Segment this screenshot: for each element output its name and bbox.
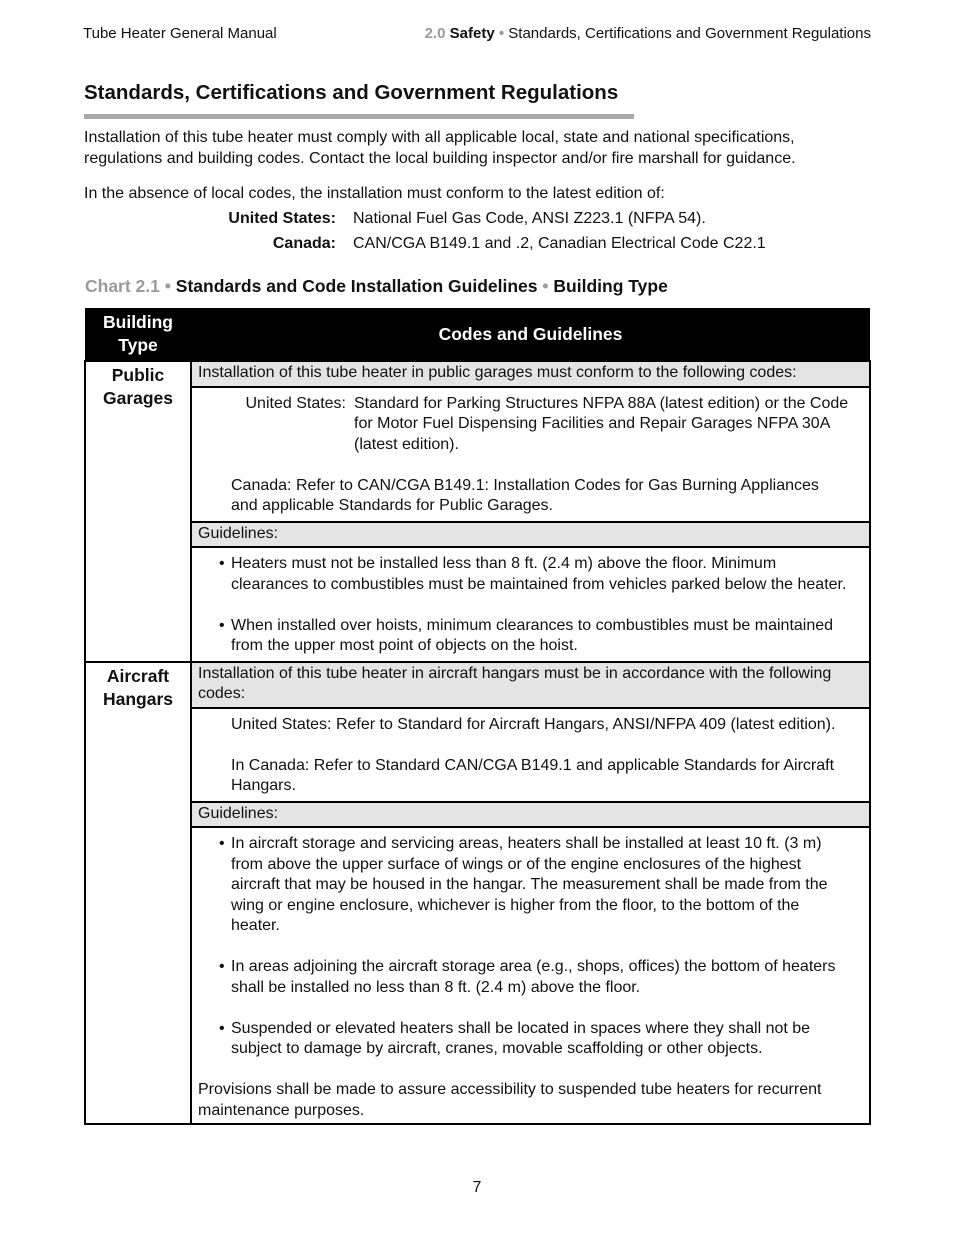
canada-code: Canada: Refer to CAN/CGA B149.1: Installation Codes for Gas Burning Appliances and applicable Standards for Public Garages.: [231, 476, 819, 514]
guideline-item: [219, 957, 849, 998]
regulation-value: CAN/CGA B149.1 and .2, Canadian Electrical Code C22.1: [353, 235, 766, 252]
bullet-icon: •: [219, 958, 225, 975]
header-separator: •: [498, 25, 505, 42]
running-header-right: [425, 25, 871, 42]
us-text: Standard for Parking Structures NFPA 88A (latest edition) or the Code for Motor Fuel Dispensing Facilities and Repair Garages NFPA 30A (latest edition).: [354, 394, 849, 453]
absence-paragraph: In the absence of local codes, the installation must conform to the latest edition of:: [84, 185, 665, 202]
bullet-icon: •: [219, 555, 225, 572]
guideline-item: [219, 1019, 849, 1060]
us-code: United States: Refer to Standard for Aircraft Hangars, ANSI/NFPA 409 (latest edition).: [231, 715, 836, 733]
guidelines-label: Guidelines:: [192, 803, 869, 829]
table-row: [85, 662, 870, 1125]
guideline-text: Heaters must not be installed less than 8 ft. (2.4 m) above the floor. Minimum clearances to combustibles must be maintained from vehicles parked below the heater.: [231, 555, 847, 593]
page-number: 7: [472, 1179, 482, 1196]
guidelines-block: [192, 828, 869, 1080]
chart-subtitle: Building Type: [553, 276, 668, 296]
guideline-item: [219, 834, 849, 937]
regulation-label: United States:: [228, 210, 336, 227]
bullet-icon: •: [219, 835, 225, 852]
table-header-row: [85, 308, 870, 361]
guideline-text: In aircraft storage and servicing areas, heaters shall be installed at least 10 ft. (3 m) from above the upper surface of wings or of the engine enclosures of the highest aircraft that may be housed in the hangar. The measurement shall be made from the wing or engine enclosure, whichever is higher from the floor, to the bottom of the heater.: [231, 835, 828, 934]
regulation-label: Canada:: [272, 235, 336, 252]
guideline-item: [219, 616, 849, 657]
guideline-text: Suspended or elevated heaters shall be located in spaces where they shall not be subject to damage by aircraft, cranes, movable scaffolding or other objects.: [231, 1019, 811, 1057]
guidelines-block: [192, 548, 869, 661]
section-number: 2.0: [424, 25, 446, 42]
title-underline: [84, 114, 634, 119]
table-row: [85, 361, 870, 662]
us-code: [231, 394, 849, 456]
caption-separator: •: [542, 276, 549, 296]
chart-number: Chart 2.1: [85, 276, 160, 296]
section-name: Safety: [449, 25, 495, 42]
intro-paragraph: Installation of this tube heater must comply with all applicable local, state and national specifications, regulations and building codes. Contact the local building inspector and/or fire marshall for guidance.: [84, 129, 796, 167]
codes-cell: [191, 662, 870, 1125]
chart-caption: [85, 276, 668, 297]
regulation-value: National Fuel Gas Code, ANSI Z223.1 (NFPA 54).: [353, 210, 706, 227]
guidelines-label: Guidelines:: [192, 523, 869, 549]
guideline-text: In areas adjoining the aircraft storage area (e.g., shops, offices) the bottom of heaters shall be installed no less than 8 ft. (2.4 m) above the floor.: [231, 958, 836, 996]
guideline-item: [219, 554, 849, 595]
us-label: United States:: [245, 394, 346, 412]
chart-title: Standards and Code Installation Guidelines: [175, 276, 538, 296]
bullet-icon: •: [219, 1019, 225, 1037]
caption-separator: •: [164, 276, 171, 296]
building-type-cell: Aircraft Hangars: [85, 662, 191, 1125]
codes-table: [84, 308, 871, 1125]
building-type-cell: Public Garages: [85, 361, 191, 662]
codes-cell: [191, 361, 870, 662]
codes-intro: Installation of this tube heater in aircraft hangars must be in accordance with the following codes:: [192, 663, 869, 709]
section-title: Standards, Certifications and Government Regulations: [508, 25, 871, 42]
codes-block: [192, 388, 869, 523]
codes-intro: Installation of this tube heater in public garages must conform to the following codes:: [192, 362, 869, 388]
guideline-text: When installed over hoists, minimum clearances to combustibles must be maintained from the upper most point of objects on the hoist.: [231, 616, 834, 654]
codes-block: [192, 709, 869, 803]
bullet-icon: •: [219, 616, 225, 634]
accessibility-note: Provisions shall be made to assure accessibility to suspended tube heaters for recurrent maintenance purposes.: [198, 1081, 822, 1119]
canada-code: In Canada: Refer to Standard CAN/CGA B149.1 and applicable Standards for Aircraft Hangars.: [231, 756, 835, 794]
running-header-left: Tube Heater General Manual: [83, 25, 277, 42]
column-header-codes: Codes and Guidelines: [191, 308, 870, 361]
page-title: Standards, Certifications and Government Regulations: [84, 81, 619, 104]
column-header-building-type: Building Type: [85, 308, 191, 361]
